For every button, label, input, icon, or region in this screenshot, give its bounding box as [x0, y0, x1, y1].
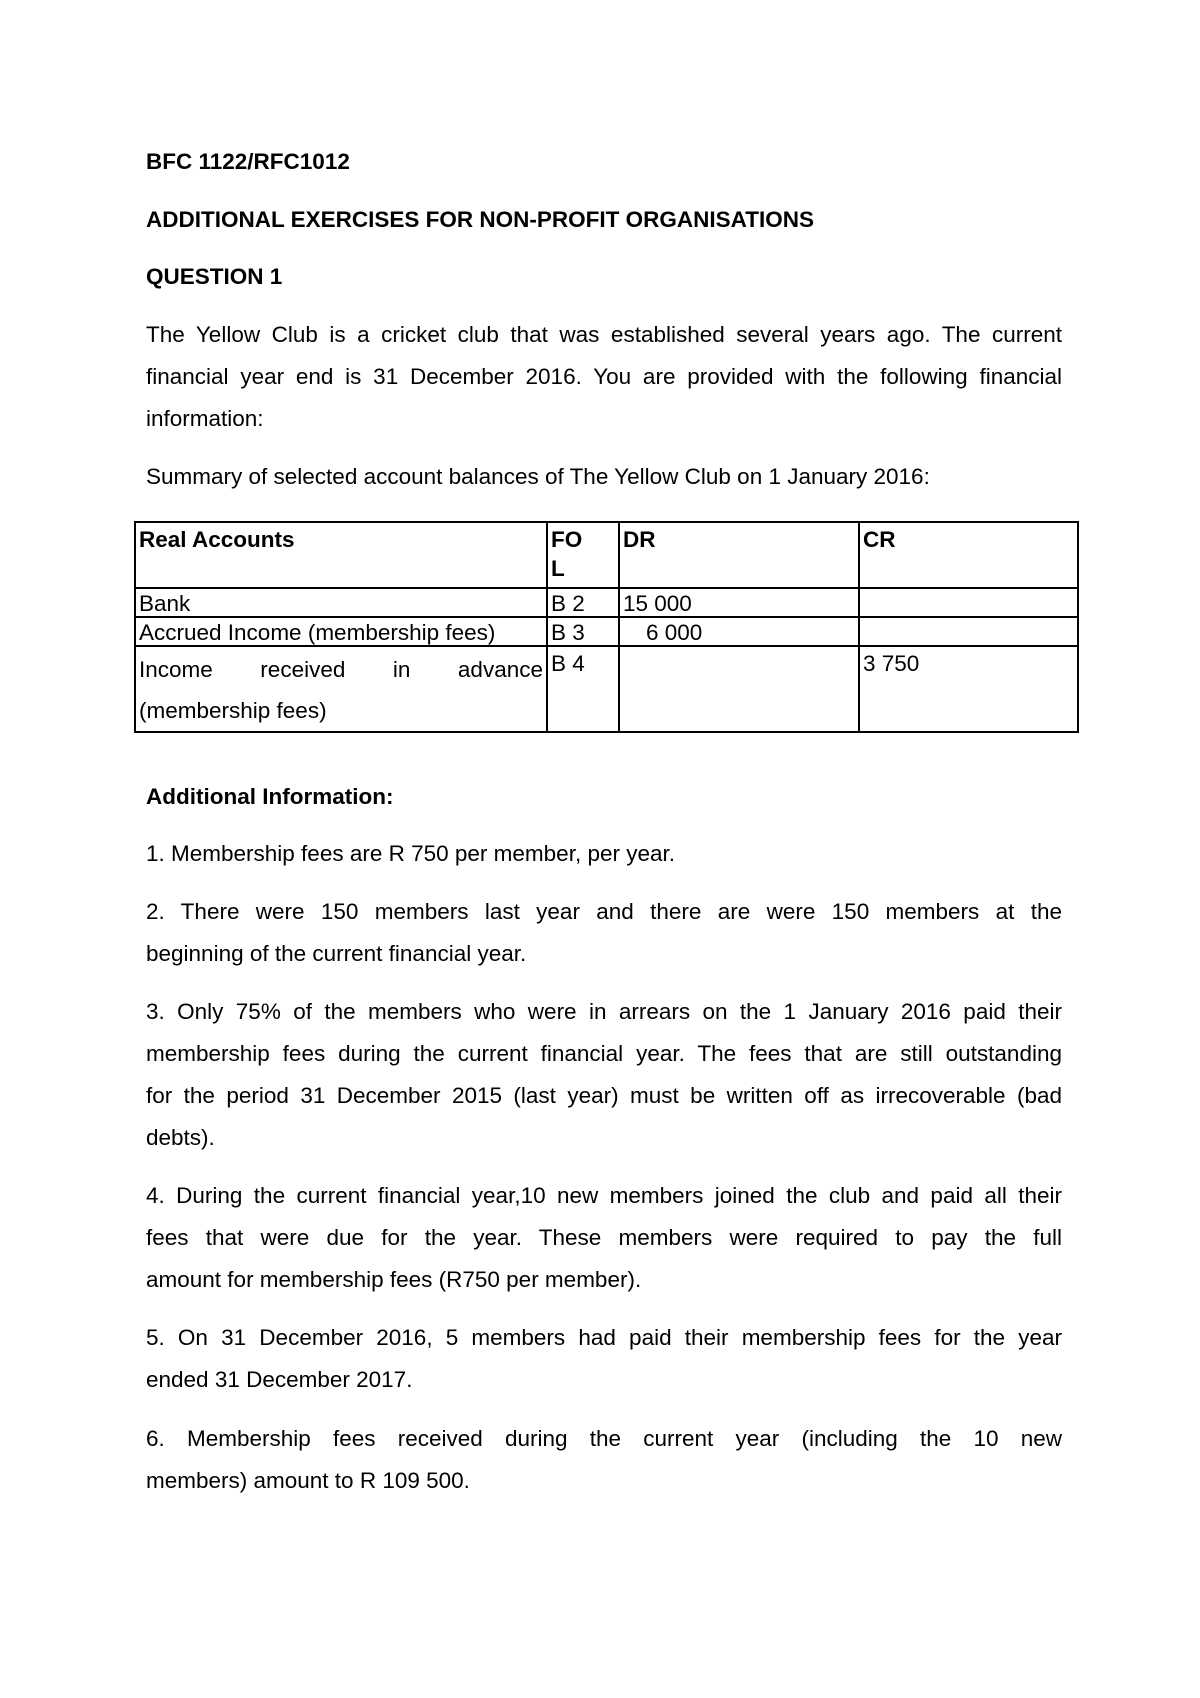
row-fol: B 4 [547, 646, 619, 732]
intro-line-2: financial year end is 31 December 2016. You are provided with the following financial [146, 364, 1062, 389]
info-item-5-line-1: 5. On 31 December 2016, 5 members had paid their membership fees for the year [146, 1325, 1062, 1350]
account-balances-table [134, 521, 1079, 733]
info-item-6 [146, 1418, 1062, 1502]
row-cr [859, 588, 1078, 617]
intro-line-1: The Yellow Club is a cricket club that was established several years ago. The current [146, 322, 1062, 347]
info-item-6-line-1: 6. Membership fees received during the current year (including the 10 new [146, 1426, 1062, 1451]
table-row [135, 588, 1078, 617]
intro-paragraph [146, 314, 1062, 440]
info-item-2-line-1: 2. There were 150 members last year and there are were 150 members at the [146, 899, 1062, 924]
intro-line-3: information: [146, 406, 264, 431]
table-row [135, 617, 1078, 646]
info-item-5 [146, 1317, 1062, 1401]
info-item-6-line-2: members) amount to R 109 500. [146, 1468, 470, 1493]
row-cr: 3 750 [859, 646, 1078, 732]
row-account: Bank [135, 588, 547, 617]
info-item-4 [146, 1175, 1062, 1301]
row-dr: 15 000 [619, 588, 859, 617]
row-account [135, 646, 547, 732]
table-header-row [135, 522, 1078, 588]
info-item-4-line-3: amount for membership fees (R750 per member). [146, 1267, 642, 1292]
info-item-4-line-2: fees that were due for the year. These members were required to pay the full [146, 1225, 1062, 1250]
row-account-line-2: (membership fees) [139, 698, 327, 723]
course-code: BFC 1122/RFC1012 [146, 149, 350, 174]
additional-info-heading: Additional Information: [146, 784, 394, 809]
info-item-1: 1. Membership fees are R 750 per member, per year. [146, 841, 676, 866]
info-item-5-line-2: ended 31 December 2017. [146, 1367, 413, 1392]
info-item-3-line-1: 3. Only 75% of the members who were in arrears on the 1 January 2016 paid their [146, 999, 1062, 1024]
row-dr: 6 000 [619, 617, 859, 646]
header-fol [547, 522, 619, 588]
row-fol: B 3 [547, 617, 619, 646]
document-title: ADDITIONAL EXERCISES FOR NON-PROFIT ORGANISATIONS [146, 207, 814, 232]
header-fol-line-2: L [551, 556, 565, 581]
info-item-3 [146, 991, 1062, 1159]
question-heading: QUESTION 1 [146, 264, 283, 289]
info-item-3-line-3: for the period 31 December 2015 (last year) must be written off as irrecoverable (bad [146, 1083, 1062, 1108]
row-account-line-1: Income received in advance [139, 657, 543, 682]
summary-caption: Summary of selected account balances of The Yellow Club on 1 January 2016: [146, 464, 930, 489]
table-row [135, 646, 1078, 732]
info-item-3-line-4: debts). [146, 1125, 215, 1150]
info-item-3-line-2: membership fees during the current financial year. The fees that are still outstanding [146, 1041, 1062, 1066]
header-cr: CR [859, 522, 1078, 588]
row-dr [619, 646, 859, 732]
header-dr: DR [619, 522, 859, 588]
row-account: Accrued Income (membership fees) [135, 617, 547, 646]
header-fol-line-1: FO [551, 527, 583, 552]
row-cr [859, 617, 1078, 646]
header-real-accounts: Real Accounts [135, 522, 547, 588]
info-item-2 [146, 891, 1062, 975]
info-item-4-line-1: 4. During the current financial year,10 new members joined the club and paid all their [146, 1183, 1062, 1208]
info-item-2-line-2: beginning of the current financial year. [146, 941, 527, 966]
row-fol: B 2 [547, 588, 619, 617]
